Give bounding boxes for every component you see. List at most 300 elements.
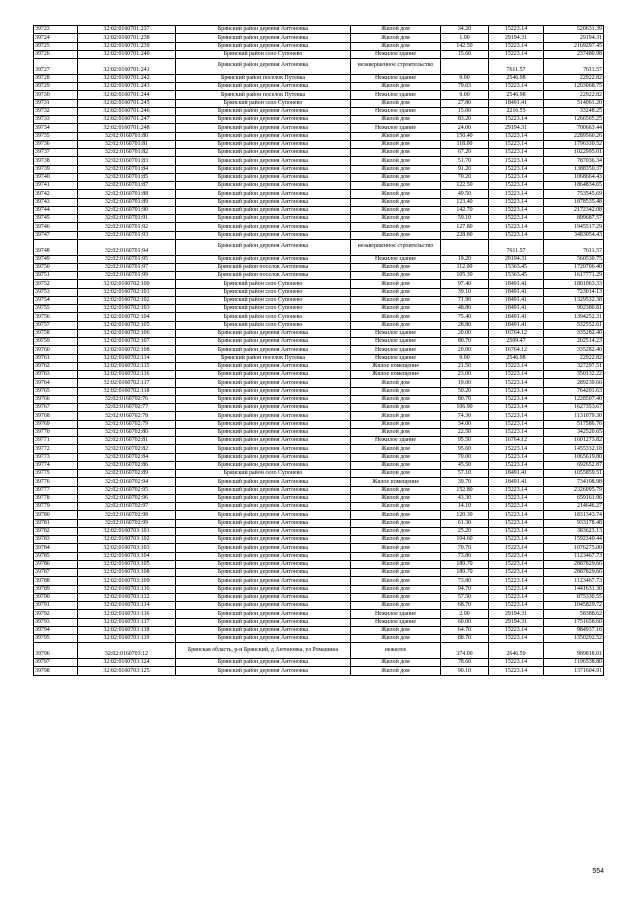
- row-number-cell: 39724: [34, 34, 78, 42]
- table-row: [34, 296, 604, 304]
- table-row: [34, 420, 604, 428]
- row-number-cell: 39772: [34, 445, 78, 453]
- row-number-cell: 39747: [34, 231, 78, 239]
- row-number-cell: 39797: [34, 659, 78, 667]
- cadastral-value-cell: 1441631.36: [544, 585, 604, 593]
- unit-value-cell: 15223.14: [489, 223, 544, 231]
- object-type-cell: Нежилое здание: [351, 50, 441, 58]
- row-number-cell: 39786: [34, 560, 78, 568]
- cadastral-value-cell: 933178.48: [544, 519, 604, 527]
- area-cell: 15.60: [441, 50, 489, 58]
- object-type-cell: Жилой дом: [351, 527, 441, 535]
- cadastral-number-cell: 32:02:0160703:125: [78, 667, 176, 675]
- row-number-cell: 39788: [34, 577, 78, 585]
- object-type-cell: Жилой дом: [351, 26, 441, 34]
- area-cell: 90.10: [441, 667, 489, 675]
- object-type-cell: Жилой дом: [351, 263, 441, 271]
- table-row: [34, 321, 604, 329]
- cadastral-number-cell: 32:02:0160703:119: [78, 635, 176, 643]
- object-type-cell: Жилой дом: [351, 511, 441, 519]
- table-row: [34, 618, 604, 626]
- object-type-cell: Жилой дом: [351, 165, 441, 173]
- cadastral-number-cell: 32:02:0160702:82: [78, 445, 176, 453]
- area-cell: 122.50: [441, 182, 489, 190]
- object-type-cell: Нежилое здание: [351, 618, 441, 626]
- row-number-cell: 39733: [34, 116, 78, 124]
- address-cell: Брянский район деревня Антоновка: [176, 59, 351, 75]
- row-number-cell: 39774: [34, 461, 78, 469]
- row-number-cell: 39738: [34, 157, 78, 165]
- table-row: [34, 643, 604, 659]
- row-number-cell: 39730: [34, 91, 78, 99]
- cadastral-value-cell: 764201.63: [544, 387, 604, 395]
- object-type-cell: Жилой дом: [351, 34, 441, 42]
- unit-value-cell: 18491.41: [489, 296, 544, 304]
- row-number-cell: 39762: [34, 362, 78, 370]
- unit-value-cell: 29194.31: [489, 255, 544, 263]
- row-number-cell: 39789: [34, 585, 78, 593]
- object-type-cell: Жилой дом: [351, 494, 441, 502]
- area-cell: 70.20: [441, 173, 489, 181]
- unit-value-cell: 18491.41: [489, 313, 544, 321]
- cadastral-value-cell: 1065619.80: [544, 453, 604, 461]
- table-row: [34, 536, 604, 544]
- table-row: [34, 569, 604, 577]
- table-row: [34, 99, 604, 107]
- table-row: [34, 503, 604, 511]
- table-row: [34, 404, 604, 412]
- cadastral-value-cell: 692652.87: [544, 461, 604, 469]
- table-row: [34, 280, 604, 288]
- row-number-cell: 39792: [34, 610, 78, 618]
- object-type-cell: Жилой дом: [351, 486, 441, 494]
- area-cell: 39.70: [441, 478, 489, 486]
- address-cell: Брянский район поселок Путевка: [176, 354, 351, 362]
- object-type-cell: Жилой дом: [351, 296, 441, 304]
- unit-value-cell: 16764.12: [489, 346, 544, 354]
- cadastral-value-cell: 560530.75: [544, 255, 604, 263]
- cadastral-number-cell: 32:02:0160701:95: [78, 255, 176, 263]
- cadastral-value-cell: 214646.27: [544, 503, 604, 511]
- cadastral-number-cell: 32:02:0160703:118: [78, 626, 176, 634]
- row-number-cell: 39780: [34, 511, 78, 519]
- row-number-cell: 39771: [34, 437, 78, 445]
- area-cell: 15.00: [441, 107, 489, 115]
- unit-value-cell: 15223.14: [489, 445, 544, 453]
- row-number-cell: 39748: [34, 239, 78, 255]
- row-number-cell: 39745: [34, 215, 78, 223]
- unit-value-cell: 15223.14: [489, 215, 544, 223]
- address-cell: Брянский район деревня Антоновка: [176, 395, 351, 403]
- address-cell: Брянский район деревня Антоновка: [176, 519, 351, 527]
- area-cell: 228.80: [441, 231, 489, 239]
- cadastral-value-cell: 22922.82: [544, 74, 604, 82]
- object-type-cell: Жилой дом: [351, 132, 441, 140]
- cadastral-number-cell: 32:02:0160703:104: [78, 552, 176, 560]
- table-row: [34, 157, 604, 165]
- cadastral-value-cell: 1068664.43: [544, 173, 604, 181]
- cadastral-number-cell: 32:02:0160702:86: [78, 461, 176, 469]
- unit-value-cell: 15223.14: [489, 157, 544, 165]
- object-type-cell: Жилой дом: [351, 157, 441, 165]
- area-cell: 73.80: [441, 552, 489, 560]
- unit-value-cell: 15223.14: [489, 659, 544, 667]
- cadastral-number-cell: 32:02:0160701:91: [78, 215, 176, 223]
- cadastral-value-cell: 289239.66: [544, 379, 604, 387]
- table-row: [34, 42, 604, 50]
- cadastral-value-cell: 1131079.30: [544, 412, 604, 420]
- cadastral-number-cell: 32:02:0160701:92: [78, 223, 176, 231]
- object-type-cell: Жилой дом: [351, 445, 441, 453]
- area-cell: 20.00: [441, 346, 489, 354]
- table-row: [34, 519, 604, 527]
- object-type-cell: Жилой дом: [351, 387, 441, 395]
- unit-value-cell: 15223.14: [489, 667, 544, 675]
- address-cell: Брянский район деревня Антоновка: [176, 206, 351, 214]
- cadastral-number-cell: 32:02:0160703:117: [78, 618, 176, 626]
- cadastral-number-cell: 32:02:0160702:78: [78, 412, 176, 420]
- area-cell: 9.00: [441, 74, 489, 82]
- cadastral-number-cell: 32:02:0160701:244: [78, 91, 176, 99]
- unit-value-cell: 15223.14: [489, 626, 544, 634]
- area-cell: 28.80: [441, 321, 489, 329]
- cadastral-number-cell: 32:02:0160702:80: [78, 428, 176, 436]
- table-row: [34, 313, 604, 321]
- address-cell: Брянский район деревня Антоновка: [176, 83, 351, 91]
- table-body: [34, 26, 604, 676]
- row-number-cell: 39749: [34, 255, 78, 263]
- table-row: [34, 667, 604, 675]
- table-row: [34, 346, 604, 354]
- cadastral-value-cell: 3483054.43: [544, 231, 604, 239]
- row-number-cell: 39784: [34, 544, 78, 552]
- cadastral-number-cell: 32:02:0160703:105: [78, 560, 176, 568]
- cadastral-number-cell: 32:02:0160702:96: [78, 494, 176, 502]
- object-type-cell: Жилое помещение: [351, 371, 441, 379]
- unit-value-cell: 15223.14: [489, 387, 544, 395]
- area-cell: 91.20: [441, 165, 489, 173]
- unit-value-cell: 18491.41: [489, 288, 544, 296]
- area-cell: [441, 59, 489, 75]
- unit-value-cell: 15223.14: [489, 486, 544, 494]
- unit-value-cell: 2546.98: [489, 354, 544, 362]
- table-row: [34, 395, 604, 403]
- object-type-cell: Жилой дом: [351, 552, 441, 560]
- cadastral-value-cell: 350132.22: [544, 371, 604, 379]
- object-type-cell: Жилой дом: [351, 453, 441, 461]
- cadastral-number-cell: 32:02:0160703:112: [78, 593, 176, 601]
- address-cell: Брянский район деревня Антоновка: [176, 437, 351, 445]
- row-number-cell: 39759: [34, 338, 78, 346]
- address-cell: Брянский район село Супонево: [176, 313, 351, 321]
- address-cell: Брянский район деревня Антоновка: [176, 461, 351, 469]
- area-cell: 127.80: [441, 223, 489, 231]
- cadastral-number-cell: 32:02:0160701:87: [78, 182, 176, 190]
- row-number-cell: 39746: [34, 223, 78, 231]
- cadastral-value-cell: 58388.62: [544, 610, 604, 618]
- row-number-cell: 39778: [34, 494, 78, 502]
- cadastral-value-cell: 1751658.60: [544, 618, 604, 626]
- unit-value-cell: 15223.14: [489, 544, 544, 552]
- unit-value-cell: 15223.14: [489, 140, 544, 148]
- area-cell: 142.50: [441, 42, 489, 50]
- object-type-cell: Жилой дом: [351, 231, 441, 239]
- table-row: [34, 428, 604, 436]
- address-cell: Брянский район деревня Антоновка: [176, 453, 351, 461]
- table-row: [34, 379, 604, 387]
- cadastral-number-cell: 32:02:0160701:247: [78, 116, 176, 124]
- address-cell: Брянский район деревня Антоновка: [176, 255, 351, 263]
- row-number-cell: 39779: [34, 503, 78, 511]
- address-cell: Брянский район село Супонево: [176, 288, 351, 296]
- unit-value-cell: 15223.14: [489, 428, 544, 436]
- cadastral-number-cell: 32:02:0160702:84: [78, 453, 176, 461]
- table-row: [34, 577, 604, 585]
- row-number-cell: 39734: [34, 124, 78, 132]
- table-row: [34, 255, 604, 263]
- cadastral-number-cell: 32:02:0160701:245: [78, 99, 176, 107]
- object-type-cell: Жилой дом: [351, 215, 441, 223]
- cadastral-value-cell: 29194.31: [544, 34, 604, 42]
- area-cell: 106.90: [441, 404, 489, 412]
- table-row: [34, 527, 604, 535]
- cadastral-number-cell: 32:02:0160702:79: [78, 420, 176, 428]
- address-cell: Брянский район деревня Антоновка: [176, 132, 351, 140]
- cadastral-value-cell: 1228507.40: [544, 395, 604, 403]
- cadastral-value-cell: 984937.16: [544, 626, 604, 634]
- area-cell: 152.80: [441, 486, 489, 494]
- cadastral-value-cell: 1394252.31: [544, 313, 604, 321]
- cadastral-number-cell: 32:02:0160701:238: [78, 34, 176, 42]
- object-type-cell: Жилое помещение: [351, 362, 441, 370]
- cadastral-number-cell: 32:02:0160701:85: [78, 173, 176, 181]
- object-type-cell: Жилой дом: [351, 198, 441, 206]
- row-number-cell: 39731: [34, 99, 78, 107]
- cadastral-value-cell: 1864834.65: [544, 182, 604, 190]
- cadastral-number-cell: 32:02:0160703:124: [78, 659, 176, 667]
- unit-value-cell: 15223.14: [489, 585, 544, 593]
- address-cell: Брянский район деревня Антоновка: [176, 157, 351, 165]
- cadastral-value-cell: 1371604.91: [544, 667, 604, 675]
- cadastral-number-cell: 32:02:0160701:83: [78, 157, 176, 165]
- table-row: [34, 223, 604, 231]
- address-cell: Брянский район деревня Антоновка: [176, 536, 351, 544]
- object-type-cell: Жилой дом: [351, 395, 441, 403]
- row-number-cell: 39727: [34, 59, 78, 75]
- unit-value-cell: 18491.41: [489, 305, 544, 313]
- cadastral-number-cell: 32:02:0160702:118: [78, 387, 176, 395]
- address-cell: Брянский район поселок Антоновка: [176, 263, 351, 271]
- object-type-cell: Жилой дом: [351, 190, 441, 198]
- unit-value-cell: 15223.14: [489, 371, 544, 379]
- row-number-cell: 39776: [34, 478, 78, 486]
- row-number-cell: 39756: [34, 313, 78, 321]
- area-cell: 70.70: [441, 544, 489, 552]
- table-row: [34, 288, 604, 296]
- unit-value-cell: 18491.41: [489, 99, 544, 107]
- address-cell: Брянский район деревня Антоновка: [176, 585, 351, 593]
- unit-value-cell: 15223.14: [489, 149, 544, 157]
- cadastral-number-cell: 32:02:0160701:82: [78, 149, 176, 157]
- object-type-cell: Нежилое здание: [351, 610, 441, 618]
- table-row: [34, 198, 604, 206]
- table-row: [34, 602, 604, 610]
- object-type-cell: Жилой дом: [351, 428, 441, 436]
- address-cell: Брянский район деревня Антоновка: [176, 552, 351, 560]
- address-cell: Брянский район деревня Антоновка: [176, 140, 351, 148]
- row-number-cell: 39741: [34, 182, 78, 190]
- table-row: [34, 165, 604, 173]
- address-cell: Брянский район поселок Путевка: [176, 91, 351, 99]
- table-row: [34, 470, 604, 478]
- cadastral-number-cell: 32:02:0160701:248: [78, 124, 176, 132]
- area-cell: 95.50: [441, 437, 489, 445]
- cadastral-number-cell: 32:02:0160701:240: [78, 50, 176, 58]
- unit-value-cell: 29194.31: [489, 618, 544, 626]
- cadastral-number-cell: 32:02:0160702:107: [78, 338, 176, 346]
- address-cell: Брянский район деревня Антоновка: [176, 239, 351, 255]
- unit-value-cell: 18491.41: [489, 478, 544, 486]
- unit-value-cell: 15223.14: [489, 494, 544, 502]
- address-cell: Брянский район деревня Антоновка: [176, 124, 351, 132]
- cadastral-number-cell: 32:02:0160701:88: [78, 190, 176, 198]
- object-type-cell: Жилой дом: [351, 461, 441, 469]
- cadastral-number-cell: 32:02:0160701:237: [78, 26, 176, 34]
- cadastral-value-cell: 335282.40: [544, 329, 604, 337]
- table-row: [34, 329, 604, 337]
- object-type-cell: Жилой дом: [351, 569, 441, 577]
- area-cell: 59.10: [441, 215, 489, 223]
- object-type-cell: нежилое: [351, 643, 441, 659]
- object-type-cell: Жилой дом: [351, 536, 441, 544]
- cadastral-value-cell: 2169297.45: [544, 42, 604, 50]
- cadastral-number-cell: 32:02:0160701:94: [78, 239, 176, 255]
- row-number-cell: 39735: [34, 132, 78, 140]
- cadastral-value-cell: 1076275.00: [544, 544, 604, 552]
- table-row: [34, 59, 604, 75]
- area-cell: 112.00: [441, 263, 489, 271]
- cadastral-number-cell: 32:02:0160702:106: [78, 329, 176, 337]
- cadastral-number-cell: 32:02:0160701:89: [78, 198, 176, 206]
- unit-value-cell: 16764.12: [489, 329, 544, 337]
- cadastral-value-cell: 202514.23: [544, 338, 604, 346]
- cadastral-number-cell: 32:02:0160702:81: [78, 437, 176, 445]
- address-cell: Брянский район деревня Антоновка: [176, 173, 351, 181]
- row-number-cell: 39787: [34, 569, 78, 577]
- row-number-cell: 39793: [34, 618, 78, 626]
- row-number-cell: 39766: [34, 395, 78, 403]
- area-cell: 22.50: [441, 428, 489, 436]
- address-cell: Брянская область, р-н Брянский, д Антоновка, ул Ромашина: [176, 643, 351, 659]
- object-type-cell: Жилой дом: [351, 116, 441, 124]
- table-row: [34, 511, 604, 519]
- cadastral-number-cell: 32:02:0160702:115: [78, 362, 176, 370]
- object-type-cell: Жилой дом: [351, 519, 441, 527]
- cadastral-value-cell: 1617771.29: [544, 272, 604, 280]
- cadastral-number-cell: 32:02:0160702:117: [78, 379, 176, 387]
- cadastral-number-cell: 32:02:0160702:101: [78, 288, 176, 296]
- object-type-cell: Жилой дом: [351, 379, 441, 387]
- cadastral-value-cell: 342520.65: [544, 428, 604, 436]
- unit-value-cell: 15223.14: [489, 26, 544, 34]
- unit-value-cell: 15223.14: [489, 453, 544, 461]
- row-number-cell: 39791: [34, 602, 78, 610]
- unit-value-cell: 15223.14: [489, 461, 544, 469]
- cadastral-value-cell: 753545.69: [544, 190, 604, 198]
- unit-value-cell: 15363.45: [489, 263, 544, 271]
- cadastral-number-cell: 32:02:0160703:108: [78, 569, 176, 577]
- address-cell: Брянский район деревня Антоновка: [176, 569, 351, 577]
- area-cell: 105.30: [441, 272, 489, 280]
- cadastral-value-cell: 1196538.80: [544, 659, 604, 667]
- address-cell: Брянский район деревня Антоновка: [176, 610, 351, 618]
- unit-value-cell: 18491.41: [489, 321, 544, 329]
- address-cell: Брянский район деревня Антоновка: [176, 667, 351, 675]
- area-cell: 67.20: [441, 149, 489, 157]
- object-type-cell: Жилой дом: [351, 412, 441, 420]
- table-row: [34, 437, 604, 445]
- unit-value-cell: 15223.14: [489, 404, 544, 412]
- table-row: [34, 215, 604, 223]
- cadastral-number-cell: 32:02:0160701:241: [78, 59, 176, 75]
- unit-value-cell: 7611.57: [489, 239, 544, 255]
- row-number-cell: 39796: [34, 643, 78, 659]
- cadastral-number-cell: 32:02:0160701:90: [78, 206, 176, 214]
- row-number-cell: 39744: [34, 206, 78, 214]
- area-cell: 39.10: [441, 288, 489, 296]
- area-cell: 57.50: [441, 593, 489, 601]
- area-cell: 45.50: [441, 461, 489, 469]
- object-type-cell: незавершенное строительство: [351, 59, 441, 75]
- table-row: [34, 173, 604, 181]
- cadastral-number-cell: 32:02:0160703:102: [78, 536, 176, 544]
- row-number-cell: 39728: [34, 74, 78, 82]
- cadastral-number-cell: 32:02:0160703:114: [78, 602, 176, 610]
- address-cell: Брянский район деревня Антоновка: [176, 387, 351, 395]
- object-type-cell: Жилой дом: [351, 288, 441, 296]
- row-number-cell: 39737: [34, 149, 78, 157]
- cadastral-number-cell: 32:02:0160703:110: [78, 585, 176, 593]
- area-cell: 50.20: [441, 387, 489, 395]
- unit-value-cell: 7611.57: [489, 59, 544, 75]
- table-row: [34, 585, 604, 593]
- area-cell: 73.80: [441, 577, 489, 585]
- row-number-cell: 39770: [34, 428, 78, 436]
- address-cell: Брянский район село Супонево: [176, 470, 351, 478]
- row-number-cell: 39729: [34, 83, 78, 91]
- table-row: [34, 231, 604, 239]
- cadastral-number-cell: 32:02:0160701:80: [78, 132, 176, 140]
- address-cell: Брянский район деревня Антоновка: [176, 420, 351, 428]
- unit-value-cell: 18491.41: [489, 470, 544, 478]
- address-cell: Брянский район деревня Антоновка: [176, 577, 351, 585]
- row-number-cell: 39755: [34, 305, 78, 313]
- address-cell: Брянский район деревня Антоновка: [176, 478, 351, 486]
- area-cell: 19.00: [441, 379, 489, 387]
- area-cell: 25.20: [441, 527, 489, 535]
- row-number-cell: 39754: [34, 296, 78, 304]
- table-row: [34, 412, 604, 420]
- unit-value-cell: 2216.55: [489, 107, 544, 115]
- area-cell: 2.00: [441, 610, 489, 618]
- cadastral-value-cell: 1878535.48: [544, 198, 604, 206]
- row-number-cell: 39775: [34, 470, 78, 478]
- area-cell: 9.00: [441, 91, 489, 99]
- area-cell: 48.80: [441, 305, 489, 313]
- address-cell: Брянский район деревня Антоновка: [176, 215, 351, 223]
- cadastral-value-cell: 2289560.26: [544, 132, 604, 140]
- cadastral-number-cell: 32:02:0160702:95: [78, 486, 176, 494]
